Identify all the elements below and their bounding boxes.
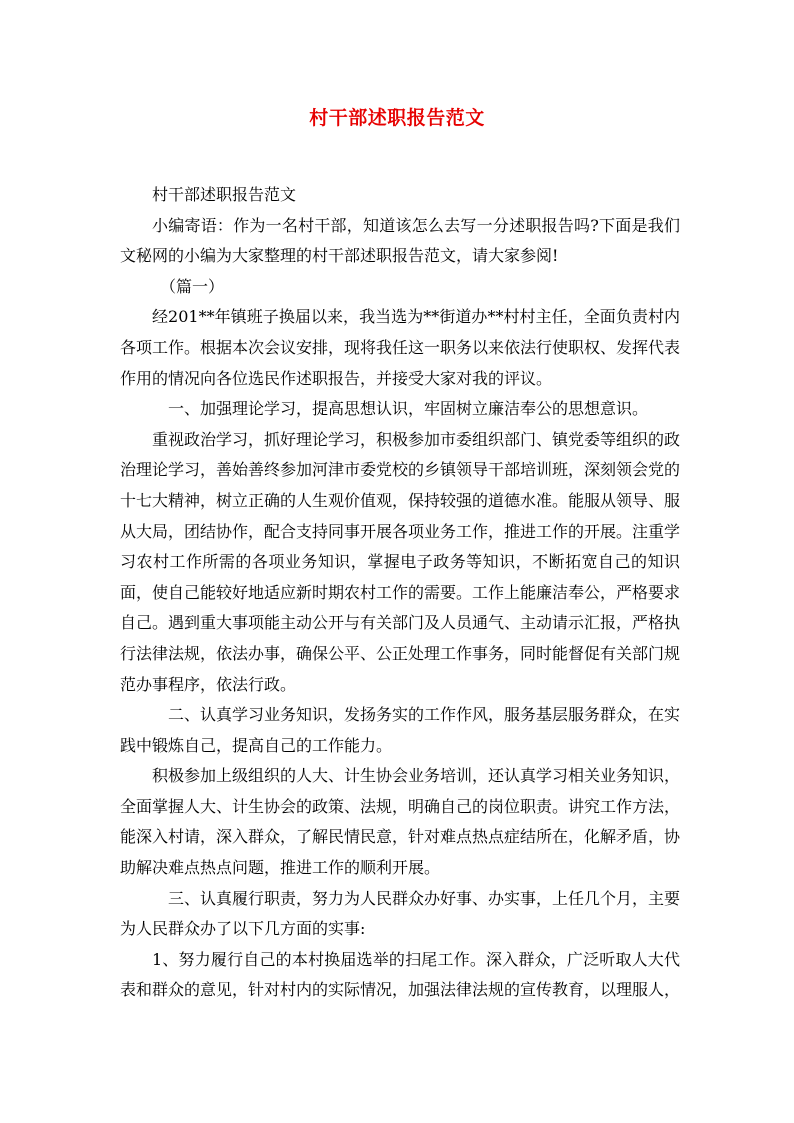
document-title: 村干部述职报告范文 (309, 107, 485, 129)
section-heading-3: 三、认真履行职责，努力为人民群众办好事、办实事，上任几个月，主要为人民群众办了以下几方面的实事: (120, 888, 681, 939)
section-paragraph-3: 1、努力履行自己的本村换届选举的扫尾工作。深入群众，广泛听取人大代表和群众的意见，针对村内的实际情况，加强法律法规的宣传教育，以理服人， (120, 949, 681, 1000)
intro-paragraph: 经201**年镇班子换届以来，我当选为**街道办**村村主任，全面负责村内各项工作。根据本次会议安排，现将我任这一职务以来依法行使职权、发挥代表作用的情况向各位选民作述职报告，并接受大家对我的评议。 (120, 307, 681, 388)
part-label: （篇一） (160, 276, 225, 296)
section-heading-2: 二、认真学习业务知识，发扬务实的工作作风，服务基层服务群众，在实践中锻炼自己，提高自己的工作能力。 (120, 705, 681, 755)
section-heading-1: 一、加强理论学习，提高思想认识，牢固树立廉洁奉公的思想意识。 (168, 399, 649, 419)
document-body (120, 180, 680, 1006)
section-paragraph-2: 积极参加上级组织的人大、计生协会业务培训，还认真学习相关业务知识，全面掌握人大、计生协会的政策、法规，明确自己的岗位职责。讲究工作方法，能深入村请，深入群众，了解民情民意，针对难点热点症结所在，化解矛盾，协助解决难点热点问题，推进工作的顺利开展。 (120, 766, 681, 878)
section-paragraph-1: 重视政治学习，抓好理论学习，积极参加市委组织部门、镇党委等组织的政治理论学习，善始善终参加河津市委党校的乡镇领导干部培训班，深刻领会党的十七大精神，树立正确的人生观价值观，保持较强的道德水准。能服从领导、服从大局，团结协作，配合支持同事开展各项业务工作，推进工作的开展。注重学习农村工作所需的各项业务知识，掌握电子政务等知识，不断拓宽自己的知识面，使自己能较好地适应新时期农村工作的需要。工作上能廉洁奉公，严格要求自己。遇到重大事项能主动公开与有关部门及人员通气、主动请示汇报，严格执行法律法规，依法办事，确保公平、公正处理工作事务，同时能督促有关部门规范办事程序，依法行政。 (120, 429, 681, 694)
body-heading: 村干部述职报告范文 (152, 185, 297, 204)
editor-note-paragraph: 小编寄语：作为一名村干部，知道该怎么去写一分述职报告吗?下面是我们文秘网的小编为大家整理的村干部述职报告范文，请大家参阅! (120, 215, 680, 266)
